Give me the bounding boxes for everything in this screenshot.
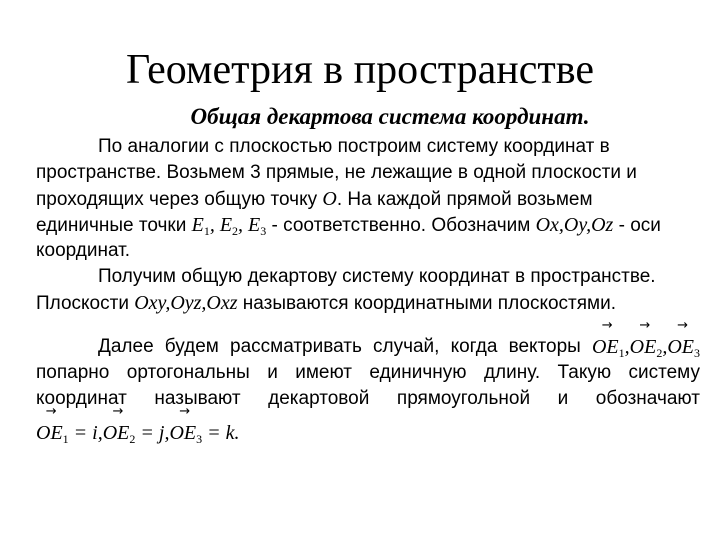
p1-line-4-text-c: - оси (613, 215, 661, 236)
p1-line-5: координат. (36, 240, 131, 261)
p2-line-2-text-b: называются координатными плоскостями. (237, 293, 616, 314)
word: рассматривать (230, 336, 362, 357)
word: векторы (508, 336, 581, 357)
vector-oe1: → $OE_1$ (592, 334, 625, 360)
slide-title: Геометрия в пространстве (125, 47, 594, 93)
vector-oe3: → $OE_3$ (667, 334, 700, 360)
word: имеют (295, 362, 353, 383)
word: прямоугольной (396, 388, 531, 409)
vector-oe2: → $OE_2$ (103, 420, 136, 446)
word: ортогональны (126, 362, 250, 383)
axes-formula: Ox,Oy,Oz (535, 214, 614, 236)
p3-line-3 (36, 386, 700, 412)
planes-formula: Oxy,Oyz,Oxz (134, 292, 238, 314)
basis-j: j (158, 422, 165, 444)
word: обозначают (595, 388, 700, 409)
word: систему (628, 362, 700, 383)
word: Такую (557, 362, 612, 383)
basis-i: i (92, 422, 98, 444)
vector-oe1: → $OE_1$ (36, 420, 69, 446)
p1-line-4-text-b: - соответственно. Обозначим (266, 215, 536, 236)
word: когда (450, 336, 498, 357)
word: будем (164, 336, 219, 357)
p1-line-3-text-b: . На каждой прямой возьмем (336, 189, 593, 210)
unit-points-formula: $E_1$, $E_2$, $E_3$ (191, 214, 267, 238)
p2-line-2-text-a: Плоскости (36, 293, 135, 314)
word: и (267, 362, 278, 383)
p1-line-2: пространстве. Возьмем 3 прямые, не лежащие в одной плоскости и (36, 162, 637, 183)
p1-line-1: По аналогии с плоскостью построим систему координат в (98, 136, 610, 157)
basis-k: k (225, 422, 235, 444)
p1-line-3 (36, 186, 593, 213)
word: называют (154, 388, 241, 409)
vector-oe2: → $OE_2$ (630, 334, 663, 360)
p1-line-4 (36, 212, 661, 239)
p3-line-2 (36, 360, 700, 386)
p2-line-2 (36, 290, 616, 317)
p1-line-3-text-a: проходящих через общую точку (36, 189, 323, 210)
p2-line-1: Получим общую декартову систему координат в пространстве. (98, 266, 656, 287)
word: единичную (369, 362, 467, 383)
basis-formula: → $OE_1 = i,\to OE_2 = j,\to OE_3 = k$. (36, 420, 240, 447)
slide-subtitle: Общая декартова система координат. (190, 104, 590, 129)
word: Далее (98, 336, 154, 357)
word: случай, (373, 336, 440, 357)
vectors-formula: → $OE_1,\to OE_2,\to OE_3$ (592, 334, 700, 360)
p1-line-4-text-a: единичные точки (36, 215, 192, 236)
word: декартовой (268, 388, 370, 409)
word: координат (36, 388, 127, 409)
word: и (557, 388, 569, 409)
p3-line-1 (98, 334, 700, 360)
word: попарно (36, 362, 110, 383)
vector-oe3: → $OE_3$ (169, 420, 202, 446)
word: длину. (483, 362, 541, 383)
point-o: O (322, 188, 337, 210)
